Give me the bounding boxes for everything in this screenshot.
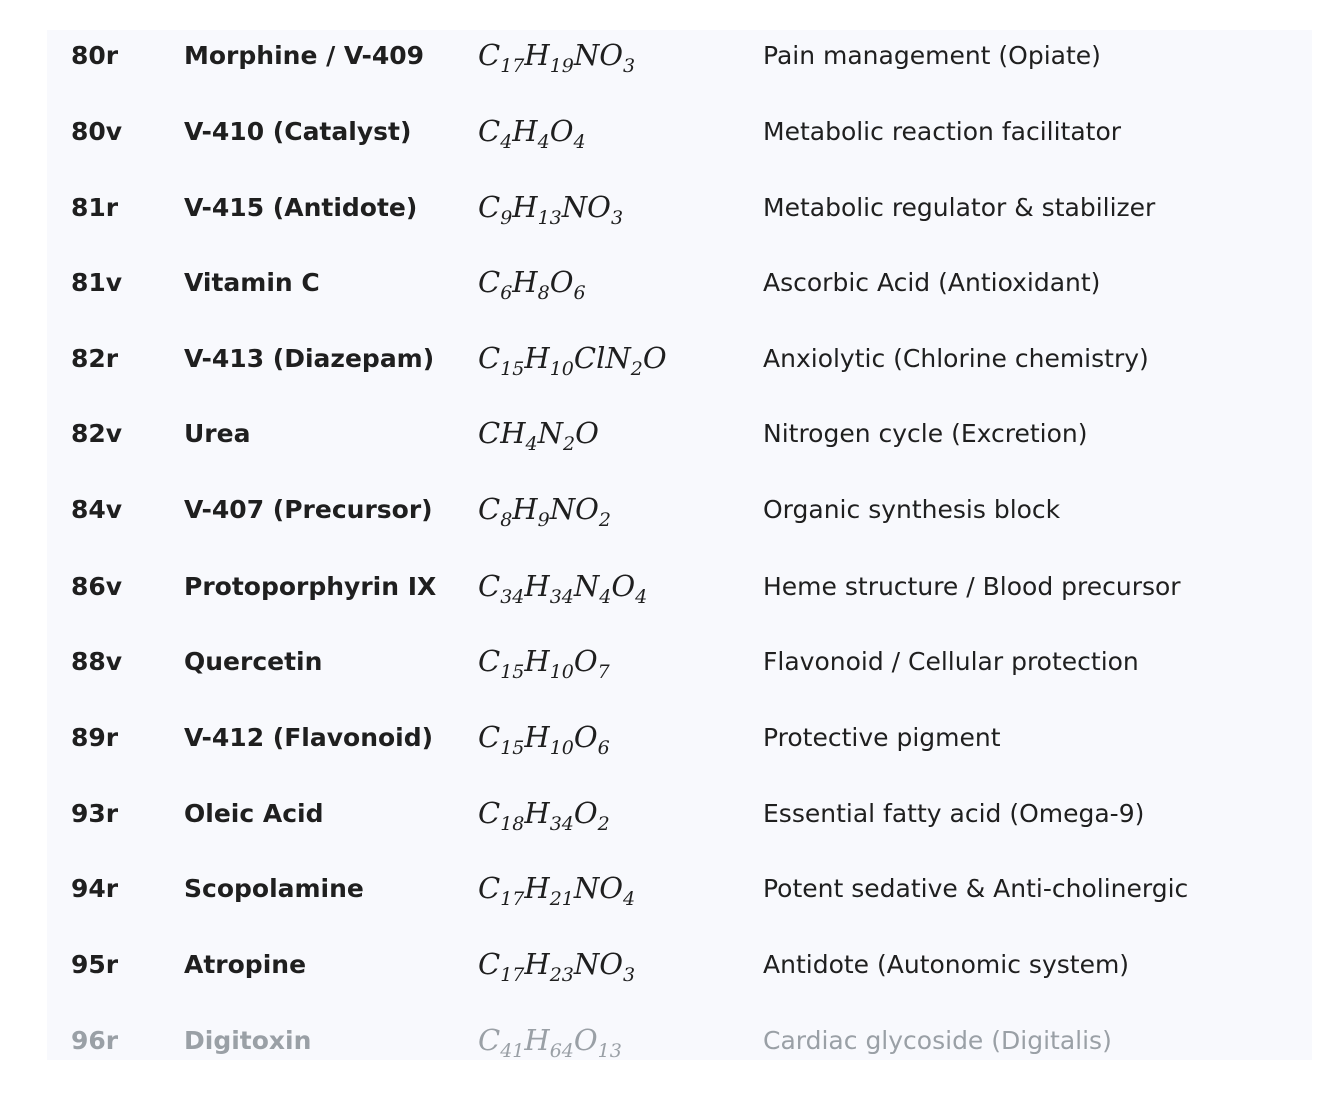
- folio-cell: 81r: [71, 193, 119, 222]
- formula-element-symbol: H: [524, 796, 550, 830]
- formula-element-symbol: O: [573, 1023, 598, 1057]
- formula-element-count: 41: [500, 1040, 525, 1062]
- role-cell: Heme structure / Blood precursor: [763, 572, 1181, 601]
- formula-element-count: 17: [500, 964, 525, 986]
- formula-element-symbol: O: [573, 796, 598, 830]
- formula-element-count: 2: [630, 358, 643, 380]
- formula-element-symbol: O: [573, 644, 598, 678]
- table-row: [47, 947, 1312, 1028]
- role-cell: Metabolic reaction facilitator: [763, 117, 1122, 146]
- role-cell: Flavonoid / Cellular protection: [763, 647, 1139, 676]
- formula-cell: [478, 114, 586, 153]
- formula-element-count: 19: [549, 55, 574, 77]
- folio-cell: 81v: [71, 268, 123, 297]
- formula-element-symbol: O: [599, 38, 624, 72]
- table-row: [47, 416, 1312, 497]
- formula-element-count: 2: [597, 813, 610, 835]
- formula-element-symbol: C: [478, 569, 501, 603]
- formula-element-symbol: C: [478, 947, 501, 981]
- folio-cell: 94r: [71, 874, 119, 903]
- formula-element-symbol: C: [478, 492, 501, 526]
- formula-element-symbol: O: [611, 569, 636, 603]
- formula-element-count: 4: [635, 586, 648, 608]
- formula-element-symbol: N: [573, 871, 600, 905]
- compound-name-cell: V-413 (Diazepam): [184, 344, 435, 373]
- formula-element-symbol: H: [512, 492, 538, 526]
- formula-element-symbol: H: [524, 947, 550, 981]
- formula-element-count: 2: [562, 433, 576, 455]
- formula-cell: [478, 190, 624, 229]
- formula-element-symbol: O: [549, 265, 574, 299]
- formula-element-symbol: H: [524, 871, 550, 905]
- formula-cell: [478, 341, 667, 380]
- folio-cell: 82v: [71, 419, 123, 448]
- role-cell: Essential fatty acid (Omega-9): [763, 799, 1145, 828]
- role-cell: Potent sedative & Anti-cholinergic: [763, 874, 1189, 903]
- formula-element-symbol: H: [512, 190, 538, 224]
- formula-element-count: 17: [500, 888, 525, 910]
- formula-element-symbol: N: [573, 569, 600, 603]
- role-cell: Anxiolytic (Chlorine chemistry): [763, 344, 1149, 373]
- formula-cell: [478, 38, 636, 77]
- formula-element-symbol: N: [605, 341, 631, 375]
- compound-name-cell: V-410 (Catalyst): [184, 117, 412, 146]
- formula-element-symbol: O: [575, 416, 599, 450]
- formula-element-count: 10: [549, 358, 574, 380]
- table-row: [47, 644, 1312, 725]
- table-row: [47, 720, 1312, 801]
- formula-element-symbol: O: [587, 190, 611, 224]
- formula-cell: [478, 1023, 622, 1062]
- formula-element-count: 34: [549, 813, 574, 835]
- compound-name-cell: Quercetin: [184, 647, 323, 676]
- role-cell: Pain management (Opiate): [763, 41, 1101, 70]
- compound-name-cell: V-415 (Antidote): [184, 193, 418, 222]
- formula-element-symbol: O: [573, 720, 598, 754]
- table-row: [47, 1023, 1312, 1104]
- formula-element-symbol: C: [478, 114, 501, 148]
- folio-cell: 88v: [71, 647, 123, 676]
- formula-element-symbol: C: [478, 265, 501, 299]
- folio-cell: 96r: [71, 1026, 119, 1055]
- formula-cell: [478, 796, 610, 835]
- compound-name-cell: V-407 (Precursor): [184, 495, 433, 524]
- folio-cell: 80r: [71, 41, 119, 70]
- compound-table: [47, 30, 1312, 1060]
- formula-element-symbol: H: [524, 38, 550, 72]
- folio-cell: 82r: [71, 344, 119, 373]
- formula-element-count: 3: [610, 207, 624, 229]
- role-cell: Organic synthesis block: [763, 495, 1061, 524]
- formula-element-symbol: H: [524, 569, 550, 603]
- formula-cell: [478, 871, 636, 910]
- formula-element-count: 15: [500, 737, 525, 759]
- formula-element-symbol: C: [478, 190, 501, 224]
- formula-element-count: 4: [537, 131, 550, 153]
- formula-element-count: 10: [549, 661, 574, 683]
- formula-cell: [478, 569, 648, 608]
- formula-element-symbol: C: [478, 1023, 501, 1057]
- formula-element-symbol: O: [575, 492, 599, 526]
- folio-cell: 89r: [71, 723, 119, 752]
- formula-element-count: 17: [500, 55, 525, 77]
- formula-element-symbol: H: [524, 1023, 550, 1057]
- compound-name-cell: V-412 (Flavonoid): [184, 723, 434, 752]
- compound-name-cell: Protoporphyrin IX: [184, 572, 437, 601]
- formula-element-count: 34: [549, 586, 574, 608]
- formula-element-count: 21: [549, 888, 574, 910]
- formula-element-symbol: N: [573, 947, 600, 981]
- formula-element-symbol: C: [478, 341, 501, 375]
- formula-element-count: 10: [549, 737, 574, 759]
- compound-name-cell: Urea: [184, 419, 251, 448]
- formula-element-count: 15: [500, 661, 525, 683]
- role-cell: Cardiac glycoside (Digitalis): [763, 1026, 1112, 1055]
- formula-element-count: 8: [500, 509, 513, 531]
- folio-cell: 84v: [71, 495, 123, 524]
- formula-element-symbol: H: [524, 644, 550, 678]
- formula-element-count: 34: [500, 586, 525, 608]
- formula-element-count: 8: [537, 282, 550, 304]
- formula-cell: [478, 720, 610, 759]
- formula-element-symbol: O: [642, 341, 667, 375]
- formula-element-symbol: O: [599, 947, 624, 981]
- formula-element-symbol: N: [537, 416, 563, 450]
- formula-element-count: 9: [500, 207, 513, 229]
- formula-cell: [478, 492, 611, 531]
- formula-element-symbol: H: [524, 341, 550, 375]
- folio-cell: 93r: [71, 799, 119, 828]
- formula-element-count: 64: [549, 1040, 574, 1062]
- formula-element-count: 4: [599, 586, 612, 608]
- role-cell: Metabolic regulator & stabilizer: [763, 193, 1156, 222]
- formula-element-symbol: H: [524, 720, 550, 754]
- folio-cell: 95r: [71, 950, 119, 979]
- table-row: [47, 190, 1312, 271]
- role-cell: Nitrogen cycle (Excretion): [763, 419, 1088, 448]
- formula-element-symbol: C: [478, 416, 501, 450]
- formula-element-count: 2: [598, 509, 611, 531]
- compound-name-cell: Vitamin C: [184, 268, 320, 297]
- formula-cell: [478, 947, 636, 986]
- formula-element-symbol: O: [549, 114, 574, 148]
- formula-element-count: 7: [597, 661, 610, 683]
- compound-name-cell: Scopolamine: [184, 874, 364, 903]
- table-row: [47, 265, 1312, 346]
- compound-name-cell: Morphine / V-409: [184, 41, 425, 70]
- formula-element-symbol: N: [561, 190, 588, 224]
- formula-element-symbol: Cl: [573, 341, 606, 375]
- formula-element-symbol: C: [478, 38, 501, 72]
- formula-element-count: 18: [500, 813, 525, 835]
- table-row: [47, 871, 1312, 952]
- formula-element-symbol: H: [512, 114, 538, 148]
- table-row: [47, 492, 1312, 573]
- table-row: [47, 569, 1312, 650]
- table-row: [47, 341, 1312, 422]
- folio-cell: 80v: [71, 117, 123, 146]
- formula-cell: [478, 416, 599, 455]
- formula-element-count: 6: [597, 737, 610, 759]
- formula-element-count: 13: [597, 1040, 622, 1062]
- formula-element-count: 23: [549, 964, 574, 986]
- table-row: [47, 796, 1312, 877]
- formula-element-count: 6: [573, 282, 586, 304]
- formula-element-count: 13: [537, 207, 562, 229]
- role-cell: Protective pigment: [763, 723, 1001, 752]
- formula-element-count: 15: [500, 358, 525, 380]
- formula-element-symbol: H: [512, 265, 538, 299]
- formula-element-count: 4: [623, 888, 636, 910]
- formula-element-count: 4: [525, 433, 538, 455]
- folio-cell: 86v: [71, 572, 123, 601]
- formula-element-symbol: H: [500, 416, 526, 450]
- compound-name-cell: Oleic Acid: [184, 799, 324, 828]
- compound-name-cell: Atropine: [184, 950, 307, 979]
- formula-element-count: 4: [573, 131, 586, 153]
- compound-name-cell: Digitoxin: [184, 1026, 312, 1055]
- formula-element-symbol: C: [478, 796, 501, 830]
- formula-element-count: 6: [500, 282, 513, 304]
- formula-element-count: 4: [500, 131, 513, 153]
- table-row: [47, 114, 1312, 195]
- formula-element-count: 3: [623, 964, 636, 986]
- formula-element-symbol: N: [549, 492, 576, 526]
- formula-element-symbol: C: [478, 720, 501, 754]
- formula-element-count: 9: [537, 509, 550, 531]
- formula-cell: [478, 265, 586, 304]
- formula-element-symbol: O: [599, 871, 624, 905]
- formula-cell: [478, 644, 610, 683]
- formula-element-count: 3: [623, 55, 636, 77]
- formula-element-symbol: C: [478, 644, 501, 678]
- role-cell: Ascorbic Acid (Antioxidant): [763, 268, 1101, 297]
- role-cell: Antidote (Autonomic system): [763, 950, 1130, 979]
- formula-element-symbol: N: [573, 38, 600, 72]
- table-row: [47, 38, 1312, 119]
- formula-element-symbol: C: [478, 871, 501, 905]
